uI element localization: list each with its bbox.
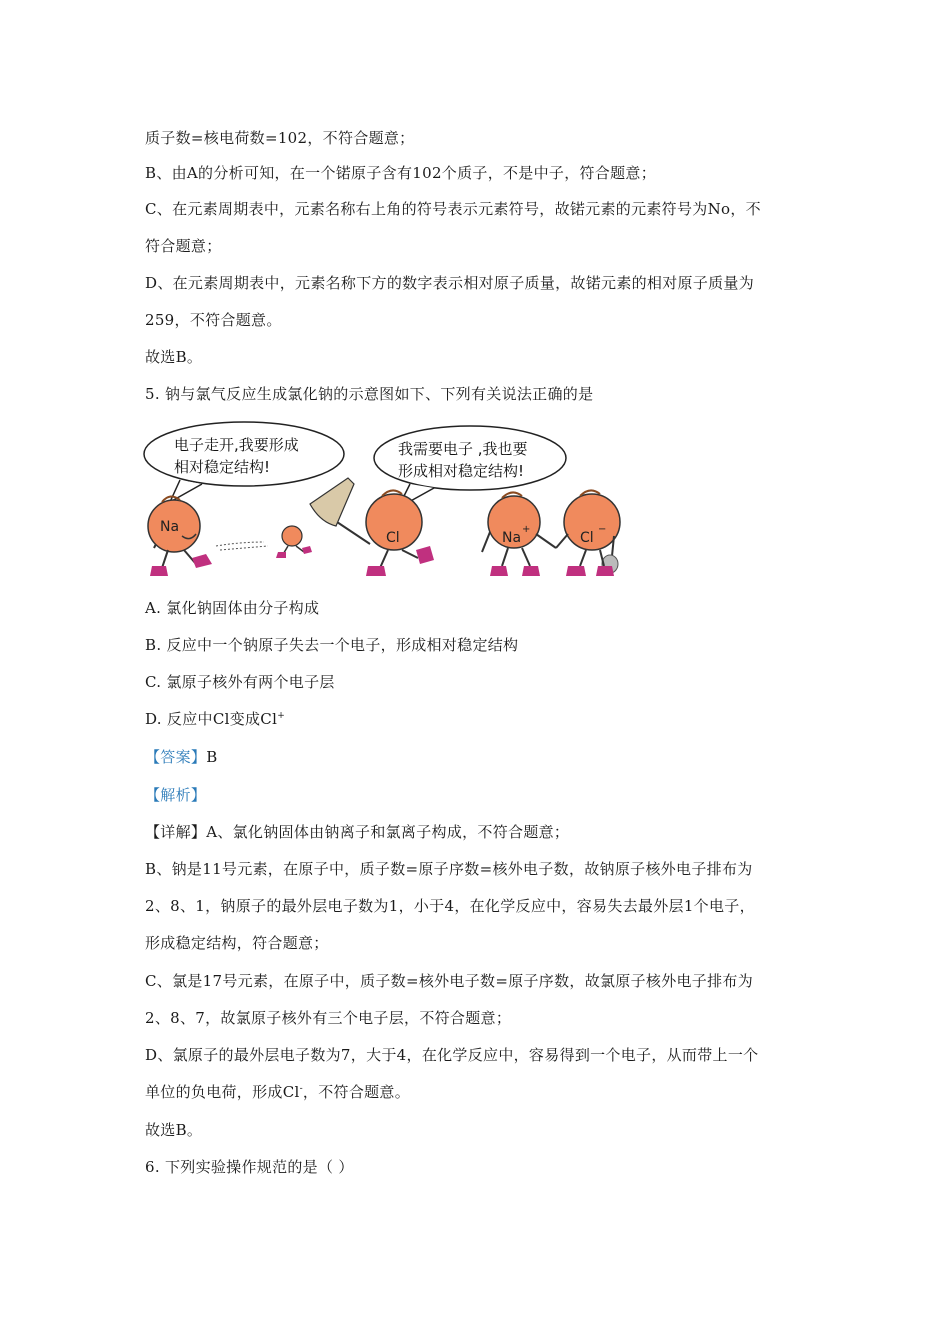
chlorine-atom-character <box>366 490 434 576</box>
na-ion-label: Na <box>502 530 522 546</box>
bubble-right-line2: 形成相对稳定结构! <box>398 462 525 480</box>
text-line: 符合题意； <box>145 237 222 255</box>
detail-line: 2、8、7，故氯原子核外有三个电子层，不符合题意； <box>145 1009 512 1027</box>
text-line: 259，不符合题意。 <box>145 311 282 329</box>
answer-value: B <box>206 748 218 766</box>
option-d-charge: + <box>277 711 286 721</box>
speech-bubble-left <box>144 422 344 502</box>
text-line: D、在元素周期表中，元素名称下方的数字表示相对原子质量，故锘元素的相对原子质量为 <box>145 274 755 292</box>
detail-line: 形成稳定结构，符合题意； <box>145 934 329 952</box>
sodium-ion-character <box>482 492 556 576</box>
cl-ion-charge: − <box>598 524 607 535</box>
detail-line: D、氯原子的最外层电子数为7，大于4，在化学反应中，容易得到一个电子，从而带上一个 <box>145 1046 759 1064</box>
question-5: 5. 钠与氯气反应生成氯化钠的示意图如下、下列有关说法正确的是 <box>145 385 594 403</box>
detail-line: 故选B。 <box>145 1121 203 1139</box>
detail-line: 【详解】A、氯化钠固体由钠离子和氯离子构成，不符合题意； <box>145 823 570 841</box>
text-line: 故选B。 <box>145 348 203 366</box>
electron-character <box>276 526 312 558</box>
chloride-charge: - <box>299 1084 303 1094</box>
detail-line: B、钠是11号元素，在原子中，质子数=原子序数=核外电子数，故钠原子核外电子排布为 <box>145 860 753 878</box>
bubble-right-line1: 我需要电子 ,我也要 <box>398 440 528 458</box>
text-line: C、在元素周期表中，元素名称右上角的符号表示元素符号，故锘元素的元素符号为No，不 <box>145 200 761 218</box>
detail-line: 2、8、1，钠原子的最外层电子数为1，小于4，在化学反应中，容易失去最外层1个电子， <box>145 897 755 915</box>
reaction-illustration <box>140 418 640 586</box>
cl-ion-label: Cl <box>580 530 594 546</box>
option-c: C. 氯原子核外有两个电子层 <box>145 673 335 691</box>
option-d <box>145 709 285 729</box>
detail-line: C、氯是17号元素，在原子中，质子数=核外电子数=原子序数，故氯原子核外电子排布为 <box>145 972 754 990</box>
detail-text: 单位的负电荷，形成Cl <box>145 1083 300 1101</box>
chloride-ion-character <box>556 490 620 576</box>
option-b: B. 反应中一个钠原子失去一个电子，形成相对稳定结构 <box>145 636 519 654</box>
detail-line <box>145 1082 410 1102</box>
na-label: Na <box>160 519 180 535</box>
option-d-text: D. 反应中Cl变成Cl <box>145 710 278 728</box>
detail-text: ，不符合题意。 <box>302 1083 411 1101</box>
bubble-left-line2: 相对稳定结构! <box>174 458 271 476</box>
answer-line <box>145 747 218 767</box>
analysis-tag: 【解析】 <box>145 786 207 804</box>
option-a: A. 氯化钠固体由分子构成 <box>145 599 320 617</box>
cl-label: Cl <box>386 530 400 546</box>
question-6: 6. 下列实验操作规范的是（ ） <box>145 1158 354 1176</box>
text-line: 质子数=核电荷数=102，不符合题意； <box>145 129 415 147</box>
butterfly-net <box>310 478 370 544</box>
answer-tag: 【答案】 <box>145 748 207 766</box>
bubble-left-line1: 电子走开,我要形成 <box>174 436 299 454</box>
text-line: B、由A的分析可知，在一个锘原子含有102个质子，不是中子，符合题意； <box>145 164 656 182</box>
na-ion-charge: + <box>522 524 531 535</box>
sodium-atom-character <box>148 496 212 576</box>
